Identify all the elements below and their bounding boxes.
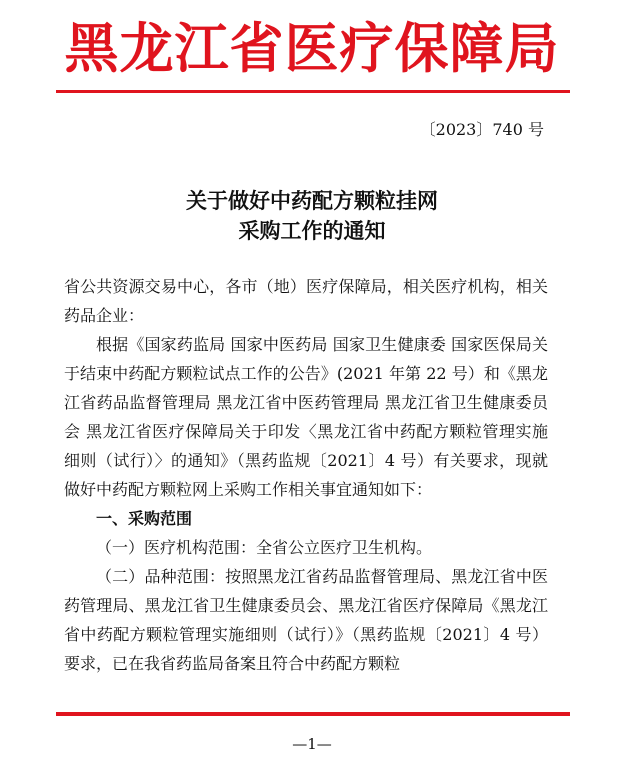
paragraph-basis: 根据《国家药监局 国家中医药局 国家卫生健康委 国家医保局关于结束中药配方颗粒试点工作的公告》(2021 年第 22 号）和《黑龙江省药品监督管理局 黑龙江省中医药管理局 黑龙江省卫生健康委员会 黑龙江省医疗保障局关于印发〈黑龙江省中药配方颗粒管理实施细则（试行）〉的通知》（黑药监规〔2021〕4 号）有关要求，现就做好中药配方颗粒网上采购工作相关事宜通知如下： xyxy=(64,335,548,499)
document-title xyxy=(0,186,624,246)
document-body xyxy=(64,272,548,678)
footer-red-rule xyxy=(56,712,570,716)
item-product-scope: （二）品种范围：按照黑龙江省药品监督管理局、黑龙江省中医药管理局、黑龙江省卫生健康委员会、黑龙江省医疗保障局《黑龙江省中药配方颗粒管理实施细则（试行）》（黑药监规〔2021〕4 号）要求，已在我省药监局备案且符合中药配方颗粒 xyxy=(64,567,548,673)
masthead-red-rule xyxy=(56,90,570,93)
masthead-title: 黑龙江省医疗保障局 xyxy=(64,16,560,80)
document-title-line-2: 采购工作的通知 xyxy=(238,218,386,243)
page-number: —1— xyxy=(292,735,332,753)
item-medical-institution-scope: （一）医疗机构范围：全省公立医疗卫生机构。 xyxy=(96,538,433,557)
document-title-line-1: 关于做好中药配方颗粒挂网 xyxy=(186,188,438,213)
document-number: 〔2023〕740 号 xyxy=(419,120,544,139)
section-heading-procurement-scope: 一、采购范围 xyxy=(96,509,193,528)
salutation: 省公共资源交易中心，各市（地）医疗保障局，相关医疗机构，相关药品企业： xyxy=(64,277,548,325)
